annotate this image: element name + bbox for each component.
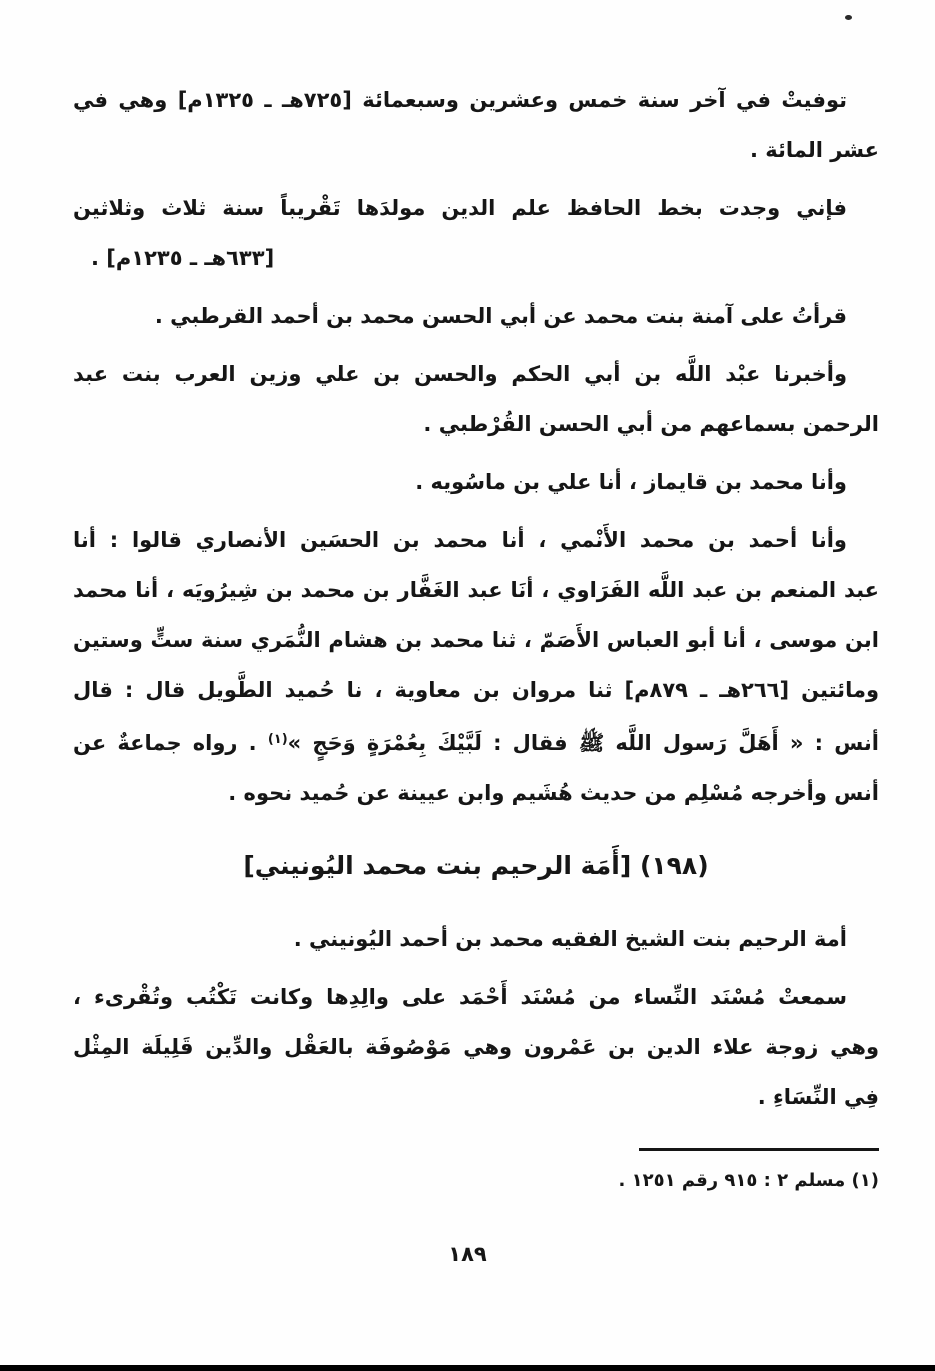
paragraph-entry-biography xyxy=(73,972,879,1122)
footnote-divider xyxy=(639,1148,879,1151)
text-line: توفيتْ في آخر سنة خمس وعشرين وسبعمائة [٧٢٥هـ ـ ١٣٢٥م] وهي في xyxy=(73,88,847,112)
text-line-tail: . رواه جماعةٌ عن xyxy=(73,731,268,755)
text-line: الرحمن بسماعهم من أبي الحسن القُرْطبي . xyxy=(423,412,879,436)
scan-edge-artifact xyxy=(0,1365,935,1371)
text-line: قرأتُ على آمنة بنت محمد عن أبي الحسن محمد بن أحمد القرطبي . xyxy=(154,304,847,328)
footnote-reference-marker: (١) xyxy=(267,732,288,747)
hadith-quote: أنس : « أَهَلَّ رَسول اللَّه ﷺ فقال : لَبَّيْكَ بِعُمْرَةٍ وَحَجٍ » xyxy=(287,731,879,755)
text-line: عبد المنعم بن عبد اللَّه الفَرَاوي ، أنَا عبد الغَفَّار بن محمد بن شِيرُويَه ، أنا محمد xyxy=(73,578,879,602)
text-line: أمة الرحيم بنت الشيخ الفقيه محمد بن أحمد اليُونيني . xyxy=(293,927,847,951)
text-line: وأنا محمد بن قايماز ، أنا علي بن ماسُويه . xyxy=(415,470,847,494)
paragraph-isnad-hadith xyxy=(73,515,879,818)
paragraph-birth-date xyxy=(73,183,879,283)
text-line: وأنا أحمد بن محمد الأَنْمي ، أنا محمد بن الحسَين الأنصاري قالوا : أنا xyxy=(73,528,847,552)
text-line: ابن موسى ، أنا أبو العباس الأَصَمّ ، ثنا محمد بن هشام النُّمَري سنة ستٍّ وستين xyxy=(73,628,879,652)
text-line: فإني وجدت بخط الحافظ علم الدين مولدَها تَقْريباً سنة ثلاث وثلاثين xyxy=(73,196,847,220)
entry-heading: (١٩٨) [أَمَة الرحيم بنت محمد اليُونيني] xyxy=(243,851,709,880)
paragraph-entry-name xyxy=(73,914,879,964)
text-line: فِي النِّسَاءِ . xyxy=(757,1085,879,1109)
page-number: ١٨٩ xyxy=(448,1242,487,1266)
paragraph-transmitters-1 xyxy=(73,349,879,449)
paragraph-transmitters-2 xyxy=(73,457,879,507)
text-line: عشر المائة . xyxy=(749,138,879,162)
text-line: أنس وأخرجه مُسْلِم من حديث هُشَيم وابن عيينة عن حُميد نحوه . xyxy=(228,781,879,805)
text-line: سمعتْ مُسْنَد النِّساء من مُسْنَد أَحْمَد على والِدِها وكانت تَكْتُب وتُقْرىء ، xyxy=(73,985,847,1009)
ink-speck-artifact xyxy=(845,15,852,20)
text-line: [٦٣٣هـ ـ ١٢٣٥م] . xyxy=(91,246,275,270)
text-line: وأخبرنا عبْد اللَّه بن أبي الحكم والحسن بن علي وزين العرب بنت عبد xyxy=(73,362,847,386)
text-line: وهي زوجة علاء الدين بن عَمْرون وهي مَوْصُوفَة بالعَقْل والدِّين قَلِيلَة المِثْل xyxy=(73,1035,879,1059)
text-line xyxy=(73,715,879,768)
text-line: ومائتين [٢٦٦هـ ـ ٨٧٩م] ثنا مروان بن معاوية ، نا حُميد الطَّويل قال : قال xyxy=(73,678,880,702)
page-body xyxy=(73,75,879,1201)
paragraph-death-date xyxy=(73,75,879,175)
paragraph-reading xyxy=(73,291,879,341)
footnote-text: (١) مسلم ٢ : ٩١٥ رقم ١٢٥١ . xyxy=(618,1170,879,1191)
